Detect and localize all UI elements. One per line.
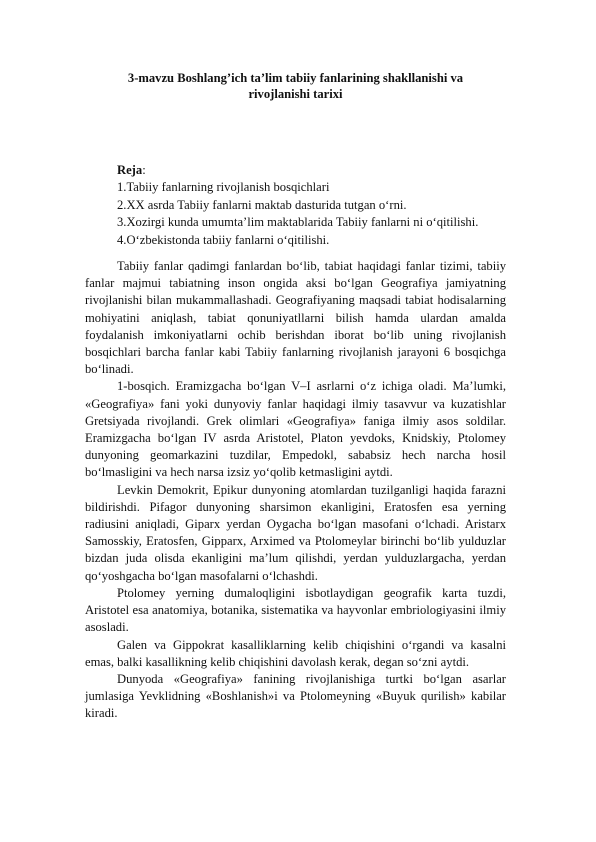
paragraph: Dunyoda «Geografiya» fanining rivojlanishiga turtki bo‘lgan asarlar jumlasiga Yevklidning «Boshlanish»i va Ptolomeyning «Buyuk qurilish» kabilar kiradi. [85,671,506,721]
paragraph: Tabiiy fanlar qadimgi fanlardan bo‘lib, tabiat haqidagi fanlar tizimi, tabiiy fanlar majmui tabiatning inson ongida aksi bo‘lgan Geografiya jamiyatning rivojlanishi bilan mukammallashadi. Geografiyaning maqsadi tabiat hodisalarning mohiyatini aniqlash, tabiat qonuniyatllarni bilish hamda ulardan amalda foydalanish imkoniyatlarni ochib berishdan iborat bo‘lib uning rivojlanish bosqichlari barcha fanlar kabi Tabiiy fanlarning rivojlanish jarayoni 6 bosqichga bo‘linadi. [85,259,506,377]
document-page [85,70,506,723]
document-title [85,70,506,102]
plan-section [85,162,506,249]
paragraph: Ptolomey yerning dumaloqligini isbotlaydigan geografik karta tuzdi, Aristotel esa anatomiya, botanika, sistematika va hayvonlar embriologiyasini ilmiy asosladi. [85,585,506,635]
body-text [85,258,506,722]
title-line-1: 3-mavzu Boshlang’ich ta’lim tabiiy fanlarining shakllanishi va [127,71,464,85]
plan-item: 4.O‘zbekistonda tabiiy fanlarni o‘qitilishi. [117,232,330,247]
paragraph: 1-bosqich. Eramizgacha bo‘lgan V–I asrlarni o‘z ichiga oladi. Ma’lumki, «Geografiya» fani yoki dunyoviy fanlar haqidagi ilmiy tasavvur va kuzatishlar Gretsiyada rivojlandi. Grek olimlari «Geografiya» faniga ilmiy asos soldilar. Eramizgacha bo‘lgan IV asrda Aristotel, Platon yevdoks, Knidskiy, Ptolomey dunyoning geomarkazini tuzdilar, Empedokl, sababsiz hech narcha hosil bo‘lmasligini va hech narsa izsiz yo‘qolib ketmasligini aytdi. [85,379,506,480]
plan-label: Reja [117,163,143,177]
title-line-2: rivojlanishi tarixi [248,87,343,101]
plan-colon: : [142,163,146,177]
plan-heading [85,162,506,179]
plan-item: 1.Tabiiy fanlarning rivojlanish bosqichlari [117,180,330,195]
plan-item: 3.Xozirgi kunda umumta’lim maktablarida Tabiiy fanlarni ni o‘qitilishi. [117,215,479,230]
plan-item: 2.XX asrda Tabiiy fanlarni maktab dasturida tutgan o‘rni. [117,197,407,212]
paragraph: Levkin Demokrit, Epikur dunyoning atomlardan tuzilganligi haqida farazni bildirishdi. Pifagor dunyoning sharsimon ekanligini, Eratosfen esa yerning radiusini aniqladi, Giparx yerdan Oygacha bo‘lgan masofani o‘lchadi. Aristarx Samosskiy, Eratosfen, Gipparx, Arximed va Ptolomeylar birinchi bo‘lib yulduzlar bizdan juda olisda ekanligini ma’lum qilishdi, yerdan yulduzlargacha, yerdan qo‘yoshgacha bo‘lgan masofalarni o‘lchashdi. [85,482,506,583]
paragraph: Galen va Gippokrat kasalliklarning kelib chiqishini o‘rgandi va kasalni emas, balki kasallikning kelib chiqishini davolash kerak, degan so‘zni aytdi. [85,637,506,669]
